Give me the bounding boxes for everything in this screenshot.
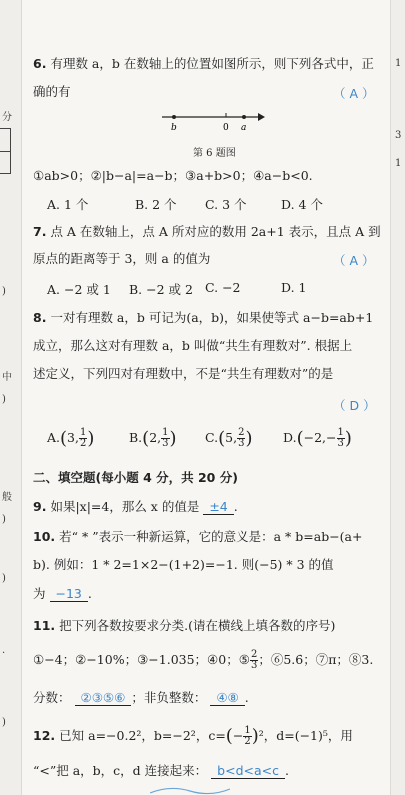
margin-text: . bbox=[2, 645, 6, 656]
option-label: D. bbox=[283, 430, 297, 445]
q9-number: 9. bbox=[33, 499, 47, 514]
margin-text: ) bbox=[2, 573, 6, 584]
margin-text: ) bbox=[2, 514, 6, 525]
q11-items bbox=[33, 648, 373, 672]
q8-line2: 成立，那么这对有理数 a，b 叫做“共生有理数对”. 根据上 bbox=[33, 338, 353, 353]
margin-box bbox=[0, 128, 11, 174]
margin-text: 中 bbox=[2, 372, 12, 383]
margin-text: 1 bbox=[395, 158, 402, 169]
q6-option-a: A. 1 个 bbox=[47, 197, 89, 212]
q6-option-d: D. 4 个 bbox=[281, 197, 323, 212]
fraction-sign: − bbox=[326, 430, 337, 445]
q6-line2: 确的有 bbox=[33, 84, 71, 99]
q10-line2: b). 例如：1 * 2=1×2−(1+2)=−1. 则(−5) * 3 的值 bbox=[33, 557, 334, 572]
q11-fraction: $\frac{2}{3}$ bbox=[250, 649, 258, 671]
q10-line1 bbox=[33, 529, 362, 545]
q7-line2: 原点的距离等于 3，则 a 的值为 bbox=[33, 251, 211, 266]
q12-fraction: $\frac{1}{2}$ bbox=[244, 725, 251, 747]
q8-option-d: D.(−2,− $\frac{1}{3}$ ) bbox=[283, 427, 352, 449]
q6-answer: （ A ） bbox=[333, 86, 375, 101]
axis-label-a: a bbox=[241, 123, 247, 132]
axis-label-zero: 0 bbox=[223, 123, 229, 132]
section-heading: 二、填空题(每小题 4 分，共 20 分) bbox=[33, 470, 238, 485]
q10-end: . bbox=[87, 586, 92, 601]
q10-line3 bbox=[33, 586, 92, 602]
q11-nonneg-answer: ④⑧ bbox=[210, 690, 244, 706]
q8-number: 8. bbox=[33, 310, 47, 325]
q12-line2 bbox=[33, 763, 289, 779]
q9-line bbox=[33, 499, 238, 515]
q11-fraction-answer: ②③⑤⑥ bbox=[75, 690, 132, 706]
q9-end: . bbox=[233, 499, 238, 514]
option-fraction: $\frac{2}{3}$ bbox=[238, 427, 245, 449]
q7-answer: （ A ） bbox=[333, 253, 375, 268]
axis-label-b: b bbox=[171, 123, 177, 132]
q8-option-b: B.(2, $\frac{1}{3}$ ) bbox=[129, 427, 177, 449]
point-b bbox=[172, 115, 176, 119]
q9-text: 如果|x|=4，那么 x 的值是 bbox=[50, 499, 200, 514]
page-content bbox=[33, 0, 385, 795]
q11-nonneg-label: ；非负整数： bbox=[131, 690, 207, 705]
q10-text: 若“ * ”表示一种新运算，它的意义是：a * b=ab−(a+ bbox=[59, 529, 363, 544]
q12-text2: “<”把 a，b，c，d 连接起来： bbox=[33, 763, 208, 778]
q7-option-d: D. 1 bbox=[281, 280, 307, 295]
q7-line1 bbox=[33, 224, 381, 240]
q11-items-b: ；⑥5.6̇；⑦π；⑧3. bbox=[258, 652, 374, 667]
q8-text: 一对有理数 a，b 可记为(a，b)，如果使等式 a−b=ab+1 bbox=[50, 310, 374, 325]
q6-option-c: C. 3 个 bbox=[205, 197, 247, 212]
q6-number: 6. bbox=[33, 56, 47, 71]
number-line-figure bbox=[158, 108, 268, 132]
q7-text: 点 A 在数轴上，点 A 所对应的数用 2a+1 表示，且点 A 到 bbox=[50, 224, 381, 239]
decorative-wave bbox=[150, 785, 230, 795]
margin-text: 1 bbox=[395, 58, 402, 69]
option-fraction: $\frac{1}{3}$ bbox=[162, 427, 169, 449]
option-first-value: −2 bbox=[303, 430, 323, 445]
q11-line1 bbox=[33, 618, 335, 634]
right-margin-strip bbox=[390, 0, 405, 795]
q6-text: 有理数 a，b 在数轴上的位置如图所示，则下列各式中，正 bbox=[50, 56, 374, 71]
option-label: A. bbox=[47, 430, 61, 445]
q11-fraction-label: 分数： bbox=[33, 690, 71, 705]
point-a bbox=[242, 115, 246, 119]
q10-answer: −13 bbox=[50, 586, 88, 602]
q12-frac-sign: − bbox=[232, 728, 244, 743]
q8-line1 bbox=[33, 310, 373, 326]
q10-number: 10. bbox=[33, 529, 56, 544]
option-first-value: 5 bbox=[225, 430, 234, 445]
q11-end: . bbox=[244, 690, 249, 705]
q8-line3: 述定义，下列四对有理数中，不是“共生有理数对”的是 bbox=[33, 366, 334, 381]
margin-text: 分 bbox=[2, 112, 12, 123]
q7-option-a: A. −2 或 1 bbox=[47, 282, 111, 297]
q12-answer: b<d<a<c bbox=[211, 763, 285, 779]
q7-option-b: B. −2 或 2 bbox=[129, 282, 193, 297]
q6-figure-caption: 第 6 题图 bbox=[193, 148, 236, 159]
q8-option-c: C.(5, $\frac{2}{3}$ ) bbox=[205, 427, 253, 449]
q12-text-b: ²，d=(−1)⁵，用 bbox=[258, 728, 353, 743]
left-margin-strip bbox=[0, 0, 22, 795]
q12-line1: 12. 已知 a=−0.2²，b=−2²，c=(− $\frac{1}{2}$ )²，d=(−1)⁵，用 bbox=[33, 725, 353, 747]
margin-text: 般 bbox=[2, 492, 12, 503]
margin-text: ) bbox=[2, 394, 6, 405]
option-fraction: $\frac{1}{2}$ bbox=[79, 427, 87, 449]
q11-answers bbox=[33, 690, 249, 706]
option-label: B. bbox=[129, 430, 143, 445]
q12-number: 12. bbox=[33, 728, 56, 743]
margin-text: 3 bbox=[395, 130, 402, 141]
option-label: C. bbox=[205, 430, 219, 445]
q9-answer: ±4 bbox=[203, 499, 233, 515]
q6-statements: ①ab>0；②|b−a|=a−b；③a+b>0；④a−b<0. bbox=[33, 168, 313, 183]
margin-text: ) bbox=[2, 286, 6, 297]
q7-number: 7. bbox=[33, 224, 47, 239]
q12-text-a: 已知 a=−0.2²，b=−2²，c= bbox=[59, 728, 226, 743]
q10-text3: 为 bbox=[33, 586, 46, 601]
arrow-head-icon bbox=[258, 113, 265, 121]
option-fraction: $\frac{1}{3}$ bbox=[337, 427, 344, 449]
q11-number: 11. bbox=[33, 618, 56, 633]
q6-line1 bbox=[33, 56, 374, 72]
q11-text: 把下列各数按要求分类.(请在横线上填各数的序号) bbox=[59, 618, 336, 633]
option-first-value: 2 bbox=[149, 430, 158, 445]
q6-option-b: B. 2 个 bbox=[135, 197, 177, 212]
q12-end: . bbox=[284, 763, 289, 778]
option-first-value: 3 bbox=[67, 430, 75, 445]
q11-items-a: ①−4；②−10%；③−1.035；④0；⑤ bbox=[33, 652, 250, 667]
q8-answer: （ D ） bbox=[333, 398, 376, 413]
q7-option-c: C. −2 bbox=[205, 280, 241, 295]
margin-text: ) bbox=[2, 717, 6, 728]
q8-option-a: A.(3, $\frac{1}{2}$ ) bbox=[47, 427, 95, 449]
